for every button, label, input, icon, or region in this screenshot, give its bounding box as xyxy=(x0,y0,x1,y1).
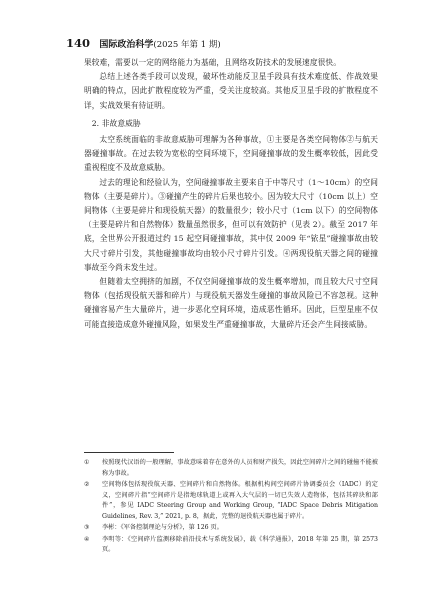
footnote-text: 李彬：《军备控制理论与分析》，第 126 页。 xyxy=(102,524,223,531)
footnote-divider xyxy=(84,452,174,453)
paragraph-accidents: 太空系统面临的非故意威胁可理解为各种事故，①主要是各类空间物体②与航天器碰撞事故。在过去较为宽松的空间环境下，空间碰撞事故的发生概率较低，因此受重视程度不及故意威胁。 xyxy=(84,135,378,173)
footnote xyxy=(84,523,378,534)
footnote-mark: ③ xyxy=(84,524,90,531)
footnote-mark: ② xyxy=(84,481,90,488)
footnote xyxy=(84,480,378,522)
paragraph-continued: 果较难，需要以一定的网络能力为基础，且网络攻防技术的发展速度很快。 xyxy=(84,58,341,67)
footnote-mark: ① xyxy=(84,459,90,466)
paragraph-summary: 总结上述各类手段可以发现，破坏性动能反卫星手段具有技术难度低、作战效果明确的特点，因此扩散程度较为严重，受关注度较高。其他反卫星手段的扩散程度不详，实战效果有待证明。 xyxy=(84,72,378,110)
footnote-mark: ④ xyxy=(84,535,90,543)
footnotes xyxy=(84,458,378,557)
page-number: 140 xyxy=(66,36,91,50)
footnote xyxy=(84,535,378,556)
running-header xyxy=(66,36,366,52)
footnote-text: 空间物体包括现役航天器、空间碎片和自然物体。根据机构间空间碎片协调委员会（IADC）的定义，空间碎片指“空间碎片是指地球轨道上或再入大气层的一切已失效人造物体，包括其碎块和部件”，参见 IADC Steering Group and Working Group, “IADC Space Debris Mitigation Guidelines, Rev. 3,” 2021, p. 8，据此，完整的退役航天器也属于碎片。 xyxy=(102,481,378,520)
footnote-text: 李明等：《空间碎片监测移除前沿技术与系统发展》，载《科学通报》，2018 年第 25 期，第 2573 页。 xyxy=(102,535,378,553)
section-heading: 2. 非故意威胁 xyxy=(91,118,141,128)
footnote-text: 按照现代汉语的一般理解，事故意味着存在意外的人员和财产损失，因此空间碎片之间的碰撞不能被称为事故。 xyxy=(102,459,378,477)
journal-issue: (2025 年第 1 期) xyxy=(153,40,221,50)
body-text xyxy=(84,56,378,332)
journal-name: 国际政治科学 xyxy=(99,40,154,50)
paragraph-congestion: 但随着太空拥挤的加剧，不仅空间碰撞事故的发生概率增加，而且较大尺寸空间物体（包括现役航天器和碎片）与现役航天器发生碰撞的事故风险已不容忽视。这种碰撞容易产生大量碎片，进一步恶化空间环境，造成恶性循环。因此，巨型星座不仅可能直接造成意外碰撞风险，如果发生严重碰撞事故，大量碎片还会产生间接威胁。 xyxy=(84,277,378,329)
footnote xyxy=(84,458,378,479)
paragraph-theory: 过去的理论和经验认为，空间碰撞事故主要来自于中等尺寸（1～10cm）的空间物体（主要是碎片）。③碰撞产生的碎片后果也较小。因为较大尺寸（10cm 以上）空间物体（主要是碎片和现役航天器）的数量很少；较小尺寸（1cm 以下）的空间物体（主要是碎片和自然物体）数量虽然很多，但可以有效防护（见表 2）。截至 2017 年底，全世界公开报道过约 15 起空间碰撞事故，其中仅 2009 年“铱星”碰撞事故由较大尺寸碎片引发，其他碰撞事故均由较小尺寸碎片引发。④两现役航天器之间的碰撞事故至今尚未发生过。 xyxy=(84,177,378,272)
